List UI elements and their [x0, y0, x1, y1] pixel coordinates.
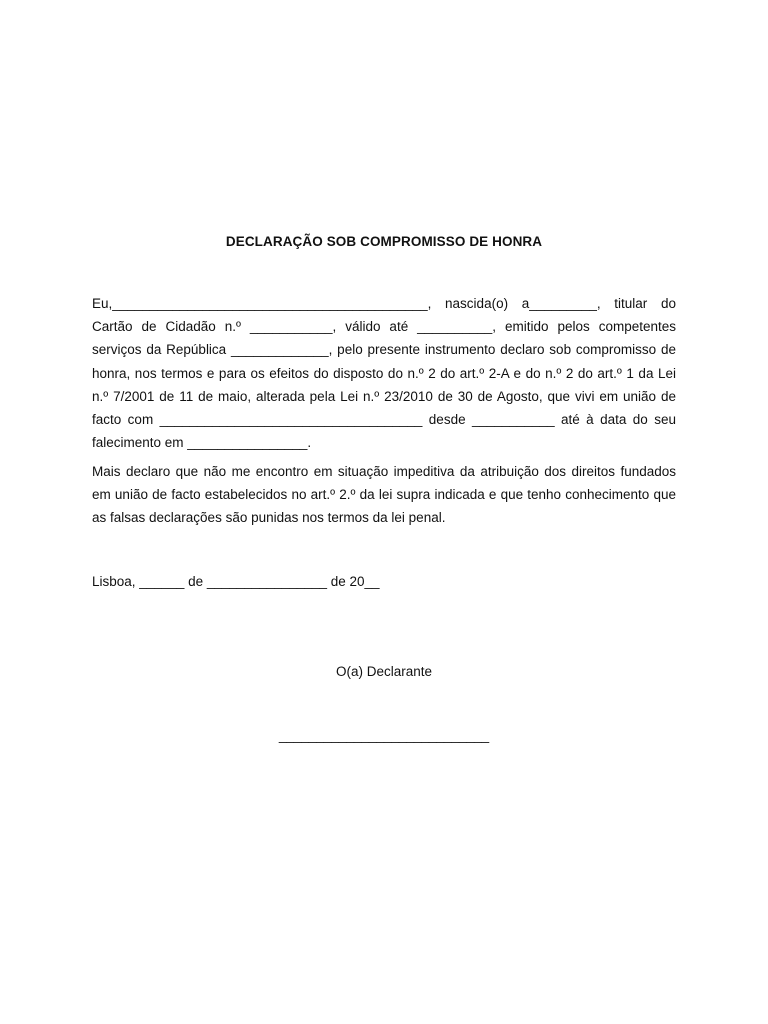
signature-label: O(a) Declarante	[335, 664, 433, 679]
additional-declaration-paragraph: Mais declaro que não me encontro em situação impeditiva da atribuição dos direitos fundados em união de facto estabelecidos no art.º 2.º da lei supra indicada e que tenho conhecimento que as falsas declarações são punidas nos termos da lei penal.	[92, 464, 676, 526]
document-title: DECLARAÇÃO SOB COMPROMISSO DE HONRA	[225, 234, 543, 249]
signature-blank-line: ____________________________	[278, 728, 490, 743]
place-date-line: Lisboa, ______ de ________________ de 20__	[92, 574, 380, 589]
declaration-paragraph: Eu,__________________________________________, nascida(o) a_________, titular do Cartão de Cidadão n.º ___________, válido até __________, emitido pelos competentes serviços da República _____________, pelo presente instrumento declaro sob compromisso de honra, nos termos e para os efeitos do disposto do n.º 2 do art.º 2-A e do n.º 2 do art.º 1 da Lei n.º 7/2001 de 11 de maio, alterada pela Lei n.º 23/2010 de 30 de Agosto, que vivi em união de facto com ___________________________________ desde ___________ até à data do seu falecimento em ________________.	[92, 296, 676, 451]
